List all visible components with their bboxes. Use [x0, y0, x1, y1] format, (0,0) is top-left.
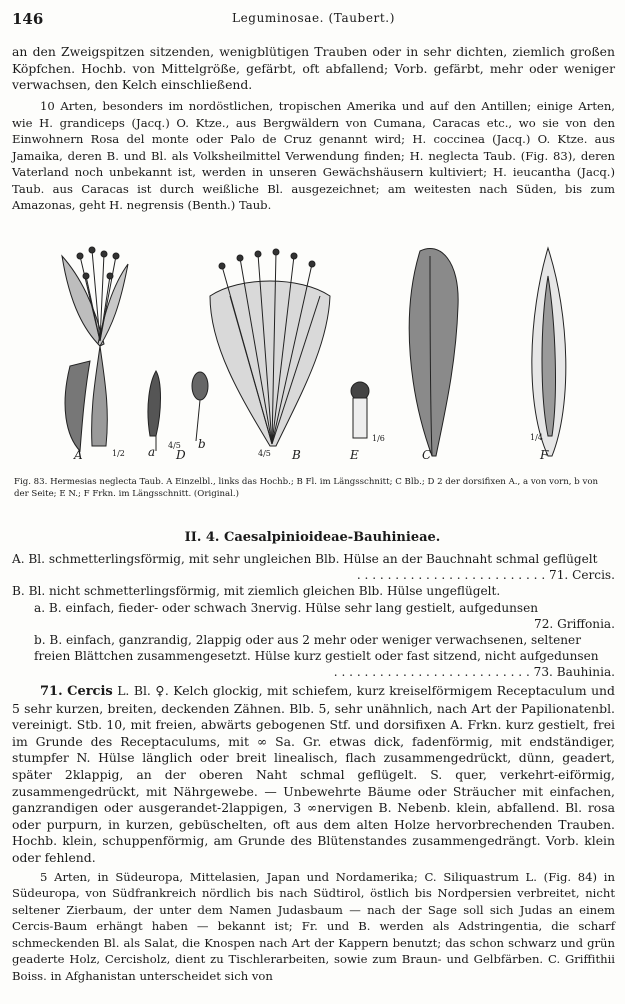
species-text — [12, 98, 615, 214]
petal-drawing — [409, 248, 458, 456]
page-header — [12, 10, 615, 30]
flower-section-drawing — [210, 249, 330, 446]
fig-label-a: a — [148, 445, 156, 459]
genus-author: L. — [117, 683, 130, 698]
key-a-result: . . . . . . . . . . . . . . . . . . . . . . . . . 71. Cercis. — [356, 568, 615, 583]
fig-label-E: E — [350, 448, 359, 462]
fig-scale-F: 1/4 — [530, 433, 543, 442]
stigma-drawing — [351, 382, 369, 438]
botanical-illustration — [0, 236, 625, 470]
section-title: II. 4. Caesalpinioideae-Bauhinieae. — [184, 530, 441, 545]
continuation-text — [12, 44, 615, 94]
running-head: Leguminosae. (Taubert.) — [232, 11, 395, 25]
continuation-paragraph: an den Zweigspitzen sitzenden, wenigblütigen Trauben oder in sehr dichten, ziemlich großen Köpfchen. Hochb. von Mittelgröße, gefärbt, oft abfallend; Vorb. gefärbt, mehr oder weniger verwachsen, den Kelch einschließend. — [12, 44, 615, 93]
ovary-section-drawing — [532, 248, 566, 456]
figure-83 — [0, 236, 625, 470]
figure-caption: Fig. 83. Hermesias neglecta Taub. A Einzelbl., links das Hochb.; B Fl. im Längsschnitt; C Blb.; D 2 der dorsifixen A., a von vorn, b von der Seite; E N.; F Frkn. im Längsschnitt. (Original.) — [14, 477, 599, 499]
flower-single-drawing — [62, 247, 128, 451]
key-bb-result: . . . . . . . . . . . . . . . . . . . . . . . . . . 73. Bauhinia. — [333, 665, 615, 680]
page-number: 146 — [12, 10, 44, 28]
fig-label-b: b — [198, 437, 206, 451]
identification-key — [12, 551, 615, 681]
key-ba-text: a. B. einfach, fieder- oder schwach 3nervig. Hülse sehr lang gestielt, aufgedunsen — [34, 600, 539, 615]
key-bb-text: b. B. einfach, ganzrandig, 2lappig oder aus 2 mehr oder weniger verwachsenen, seltener freien Blättchen zusammengesetzt. Hülse kurz gestielt oder fast sitzend, nicht aufgedunsen — [34, 633, 599, 664]
fig-scale-a: 4/5 — [168, 441, 181, 450]
fig-scale-E: 1/6 — [372, 434, 385, 443]
fig-label-D: D — [176, 448, 186, 462]
genus-name: Cercis — [67, 684, 113, 699]
fig-label-A: A — [74, 448, 83, 462]
key-ba-result: 72. Griffonia. — [534, 616, 615, 631]
cercis-species: 5 Arten, in Südeuropa, Mittelasien, Japan und Nordamerika; C. Siliquastrum L. (Fig. 84) in Südeuropa, von Südfrankreich nördlich bis nach Südtirol, östlich bis Nordpersien verbreitet, nicht seltener Zierbaum, der unter dem Namen Judasbaum — nach der Sage soll sich Judas an einem Cercis-Baum erhängt haben — bekannt ist; Fr. und B. werden als Adstringentia, die scharf schmeckenden Bl. als Salat, die Knospen nach Art der Kappern benutzt; das schon schwarz und grün geaderte Holz, Cercisholz, dient zu Tischlerarbeiten, sowie zum Braun- und Gelbfärben. C. Griffithii Boiss. in Afghanistan unterscheidet sich von — [12, 869, 615, 983]
key-b-text: B. Bl. nicht schmetterlingsförmig, mit ziemlich gleichen Blb. Hülse ungeflügelt. — [12, 584, 501, 599]
genus-description: Bl. ♀. Kelch glockig, mit schiefem, kurz kreiselförmigem Receptaculum und 5 sehr kurzen, breiten, deckenden Zähnen. Blb. 5, sehr unähnlich, nach Art der Papilionatenbl. vereinigt. Stb. 10, mit freien, abwärts gebogenen Stf. und dorsifixen A. Frkn. kurz gestielt, frei im Grunde des Receptaculums, mit ∞ Sa. Gr. etwas dick, fadenförmig, mit endständiger, stumpfer N. Hülse länglich oder breit linealisch, flach zusammengedrückt, dünn, geadert, später 2klappig, an der oberen Naht schmal geflügelt. S. quer, verkehrt-eiförmig, zusammengedrückt, mit Nährgewebe. — Unbewehrte Bäume oder Sträucher mit einfachen, ganzrandigen oder ausgerandet-2lappigen, 3 ∞nervigen B. Nebenb. klein, abfallend. Bl. rosa oder purpurn, in kurzen, gebüschelten, oft aus dem alten Holze hervorbrechenden Trauben. Hochb. klein, schuppenförmig, am Grunde des Blütenstandes zusammengedrängt. Vorb. klein oder fehlend. — [12, 683, 615, 865]
species-paragraph: 10 Arten, besonders im nordöstlichen, tropischen Amerika und auf den Antillen; einige Arten, wie H. grandiceps (Jacq.) O. Ktze., aus Bergwäldern von Cumana, Caracas etc., wo sie von den Einwohnern Rosa del monte oder Palo de Cruz genannt wird; H. coccinea (Jacq.) O. Ktze. aus Jamaika, deren B. und Bl. als Volksheilmittel Verwendung finden; H. neglecta Taub. (Fig. 83), deren Vaterland noch unbekannt ist, werden in unseren Gewächshäusern kultiviert; H. ieucantha (Jacq.) Taub. aus Caracas ist durch weißliche Bl. ausgezeichnet; am weitesten nach Süden, bis zum Amazonas, geht H. negrensis (Benth.) Taub. — [12, 99, 615, 212]
fig-label-B: B — [292, 448, 301, 462]
fig-label-F: F — [540, 448, 549, 462]
cercis-description — [12, 683, 615, 867]
cercis-entry — [12, 683, 615, 984]
fig-label-C: C — [422, 448, 432, 462]
fig-scale-B: 4/5 — [258, 449, 271, 458]
key-a-text: A. Bl. schmetterlingsförmig, mit sehr ungleichen Blb. Hülse an der Bauchnaht schmal geflügelt — [12, 552, 598, 566]
genus-number: 71. — [40, 684, 63, 699]
fig-scale-A: 1/2 — [112, 449, 125, 458]
